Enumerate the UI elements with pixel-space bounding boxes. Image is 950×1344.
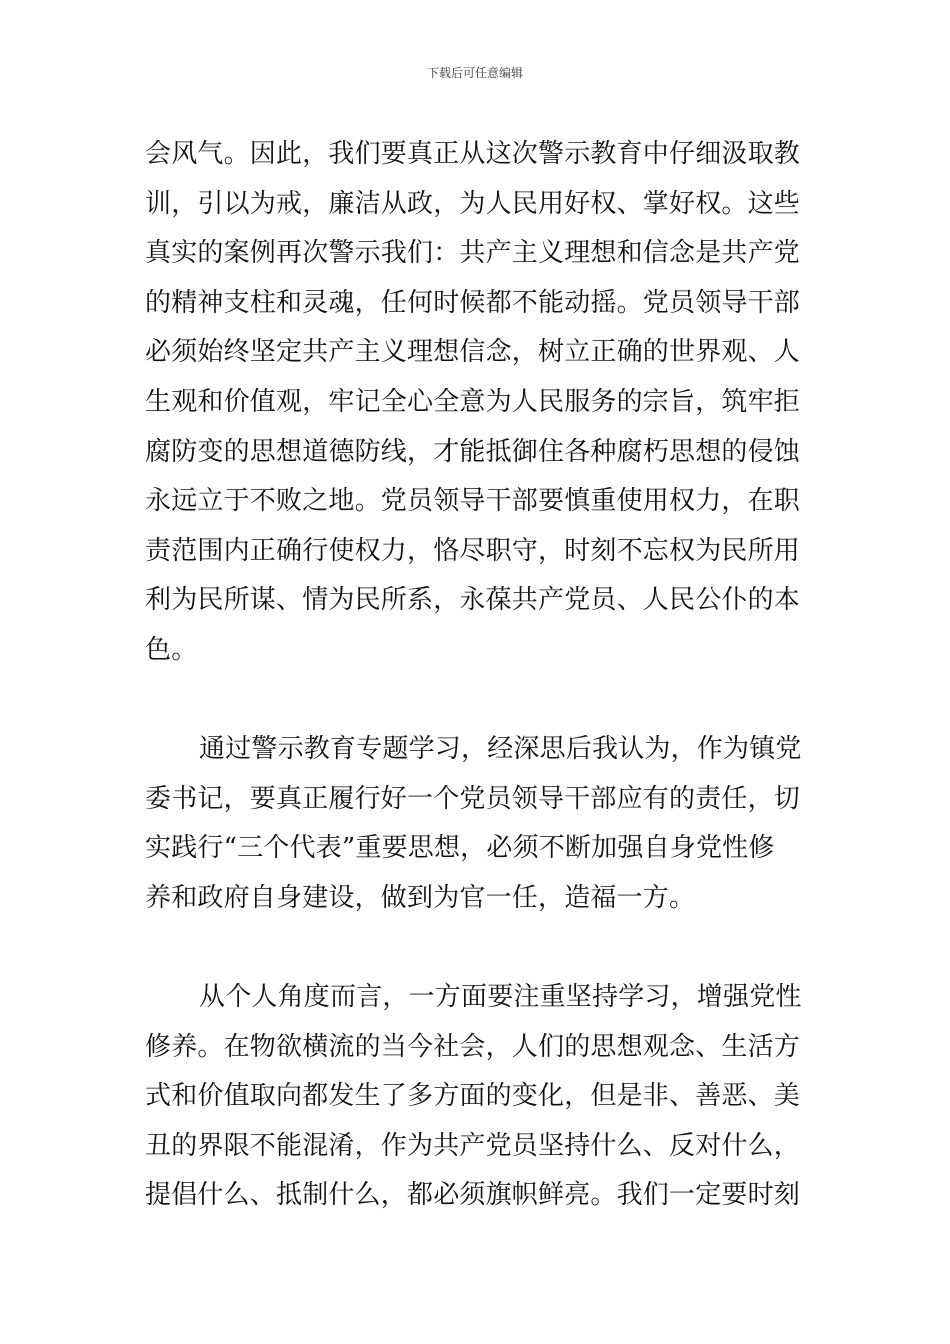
text-line: 利为民所谋、情为民所系，永葆共产党员、人民公仆的本 [145,585,801,616]
text-line: 会风气。因此，我们要真正从这次警示教育中仔细汲取教 [145,139,801,169]
text-line: 式和价值取向都发生了多方面的变化，但是非、善恶、美 [145,1081,801,1112]
text-line: 通过警示教育专题学习，经深思后我认为，作为镇党 [199,734,802,765]
text-line: 真实的案例再次警示我们：共产主义理想和信念是共产党 [145,238,801,269]
document-body [145,130,815,1221]
text-line: 提倡什么、抵制什么，都必须旗帜鲜亮。我们一定要时刻 [145,1180,801,1211]
text-line: 丑的界限不能混淆，作为共产党员坚持什么、反对什么， [145,1130,801,1161]
paragraph [145,973,815,1221]
text-line: 养和政府自身建设，做到为官一任，造福一方。 [145,882,696,913]
text-line: 委书记，要真正履行好一个党员领导干部应有的责任，切 [145,783,801,814]
text-line: 永远立于不败之地。党员领导干部要慎重使用权力，在职 [145,486,801,517]
text-line: 修养。在物欲横流的当今社会，人们的思想观念、生活方 [145,1031,801,1062]
text-line: 实践行“三个代表”重要思想，必须不断加强自身党性修 [145,833,775,864]
text-line: 色。 [145,634,198,665]
paragraph [145,725,815,923]
text-line: 腐防变的思想道德防线，才能抵御住各种腐朽思想的侵蚀 [145,436,801,467]
page-header: 下载后可任意编辑 [426,66,523,80]
text-line: 的精神支柱和灵魂，任何时候都不能动摇。党员领导干部 [145,287,801,318]
text-line: 责范围内正确行使权力，恪尽职守，时刻不忘权为民所用 [145,535,801,566]
text-line: 必须始终坚定共产主义理想信念，树立正确的世界观、人 [145,337,801,368]
text-line: 生观和价值观，牢记全心全意为人民服务的宗旨，筑牢拒 [145,386,801,417]
text-line: 训，引以为戒，廉洁从政，为人民用好权、掌好权。这些 [145,188,801,219]
text-line: 从个人角度而言，一方面要注重坚持学习，增强党性 [199,982,802,1013]
paragraph-gap [145,676,815,726]
paragraph-gap [145,924,815,974]
paragraph [145,130,815,676]
